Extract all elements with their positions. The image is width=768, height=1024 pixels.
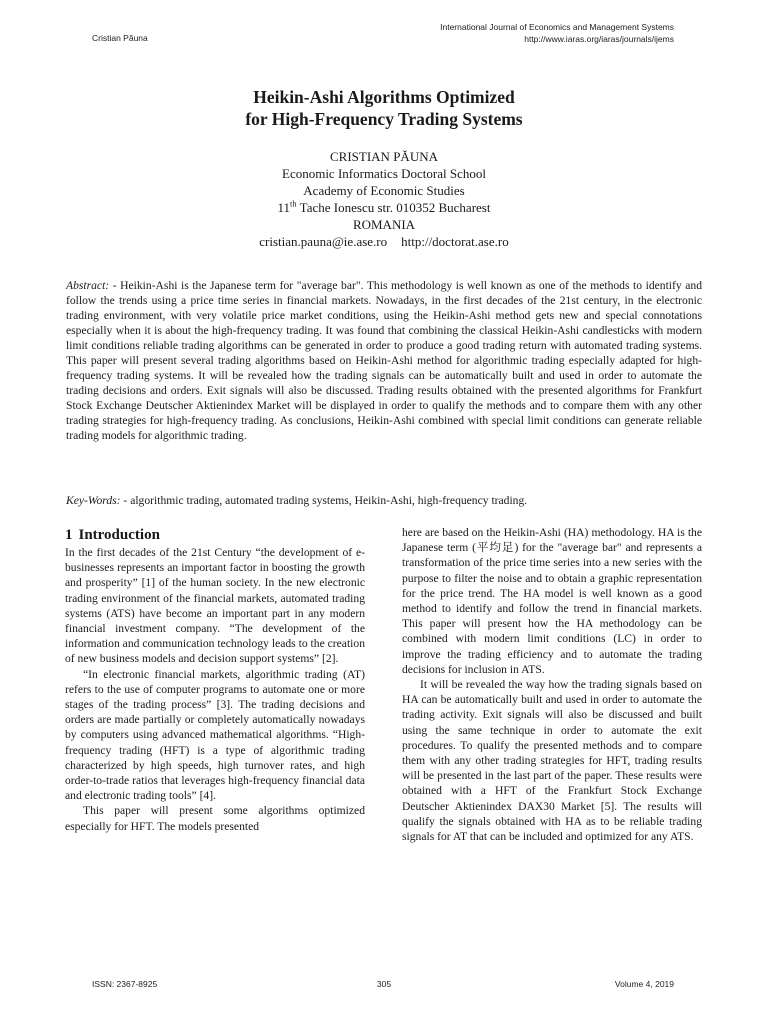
journal-name: International Journal of Economics and Management Systems	[440, 22, 674, 32]
title-line-1: Heikin-Ashi Algorithms Optimized	[253, 87, 515, 107]
keywords	[66, 493, 702, 508]
affiliation-academy: Academy of Economic Studies	[303, 183, 465, 198]
author-contact	[0, 233, 768, 250]
footer-volume: Volume 4, 2019	[614, 979, 674, 989]
journal-url[interactable]: http://www.iaras.org/iaras/journals/ijems	[524, 34, 674, 44]
paper-title	[0, 86, 768, 130]
footer-page-number: 305	[376, 979, 392, 989]
author-website[interactable]: http://doctorat.ase.ro	[401, 234, 509, 249]
section-heading	[65, 525, 365, 545]
paragraph-2: “In electronic financial markets, algorithmic trading (AT) refers to the use of computer programs to automate one or more stages of the trading process” [3]. The trading decisions and orders are made partially or completely automatically nowadays by computers using advanced mathematical algorithms. “High-frequency trading (HFT) is a type of algorithmic trading characterized by high speeds, high turnover rates, and high order-to-trade ratios that leverages high-frequency financial data and electronic trading tools” [4].	[65, 667, 365, 803]
author-name: CRISTIAN PĂUNA	[330, 149, 438, 164]
abstract-text: - Heikin-Ashi is the Japanese term for "average bar". This methodology is well known as one of the methods to identify and follow the trends using a price time series in financial markets. Nowadays, in the first decades of the 21st century, in the electronic trading environment, with very volatile price market conditions, using the Heikin-Ashi method gets new and special connotations especially when it is about the high-frequency trading. It was found that combining the classical Heikin-Ashi candlesticks with modern limit conditions reliable trading algorithms can be generated in order to produce a good trading return with automated trading systems. This paper will present several trading algorithms based on Heikin-Ashi method for algorithmic trading especially adapted for high-frequency trading systems. It will be revealed how the trading signals can be automatically built and used in order to automate the trading decisions and orders. Exit signals will also be discussed. Trading results obtained with the presented algorithms for Frankfurt Stock Exchange Deutscher Aktienindex Market will be displayed in order to qualify the methods and to compare them with any other trading strategies for high-frequency trading. As conclusions, Heikin-Ashi combined with special limit conditions can generate reliable trading models for algorithmic trading.	[66, 279, 702, 442]
author-email[interactable]: cristian.pauna@ie.ase.ro	[259, 234, 388, 249]
keywords-text: - algorithmic trading, automated trading systems, Heikin-Ashi, high-frequency trading.	[120, 494, 528, 507]
abstract	[66, 278, 702, 443]
address-superscript: th	[290, 198, 297, 209]
paragraph-4: It will be revealed the way how the trading signals based on HA can be automatically built and used in order to automate the trading activity. Exit signals will also be discussed and built using the same technique in order to automate the exit procedures. To qualify the presented methods and to compare them with any other trading strategies for HFT, trading results will be presented in the last part of the paper. These results were obtained with a HFT of the Frankfurt Stock Exchange Deutscher Aktienindex DAX30 Market [5]. The results will qualify the signals obtained with HA as to be reliable trading signals for AT that can be included and optimized for any ATS.	[402, 678, 702, 844]
keywords-label: Key-Words:	[66, 494, 121, 507]
running-header-journal	[440, 21, 674, 45]
affiliation-address	[0, 199, 768, 216]
running-header-author: Cristian Păuna	[92, 33, 148, 43]
section-number: 1	[65, 527, 73, 543]
footer-issn: ISSN: 2367-8925	[92, 979, 158, 989]
affiliation-school: Economic Informatics Doctoral School	[282, 166, 486, 181]
abstract-label: Abstract:	[66, 279, 110, 292]
section-title: Introduction	[78, 527, 160, 543]
author-affiliation	[0, 148, 768, 250]
paragraph-3: This paper will present some algorithms optimized especially for HFT. The models presented	[65, 804, 365, 833]
address-street: Tache Ionescu str. 010352 Bucharest	[296, 200, 491, 215]
body-column-left	[65, 525, 365, 834]
paragraph-3-continued: here are based on the Heikin-Ashi (HA) methodology. HA is the Japanese term (平均足) for the "average bar" and represents a transformation of the price time series into a new series with the purpose to filter the noise and to obtain a graphic representation for the price trend. The HA model is well known as a good method to identify and follow the trend in financial markets. This paper will present how the HA methodology can be combined with modern limit conditions (LC) in order to improve the trading efficiency and to automate the trading decisions for inclusion in ATS.	[402, 526, 702, 676]
affiliation-country: ROMANIA	[352, 217, 416, 232]
body-column-right	[402, 525, 702, 844]
address-number: 11	[277, 200, 291, 215]
paragraph-1: In the first decades of the 21st Century “the development of e-businesses represents an important factor in boosting the growth and prosperity” [1] of the human society. In the new electronic trading environment of the financial markets, automated trading systems (ATS) have become an important part in any modern financial investment company. “The development of the information and communication technology leads to the creation of new business models and decision support systems” [2].	[65, 546, 365, 666]
title-line-2: for High-Frequency Trading Systems	[245, 109, 523, 129]
